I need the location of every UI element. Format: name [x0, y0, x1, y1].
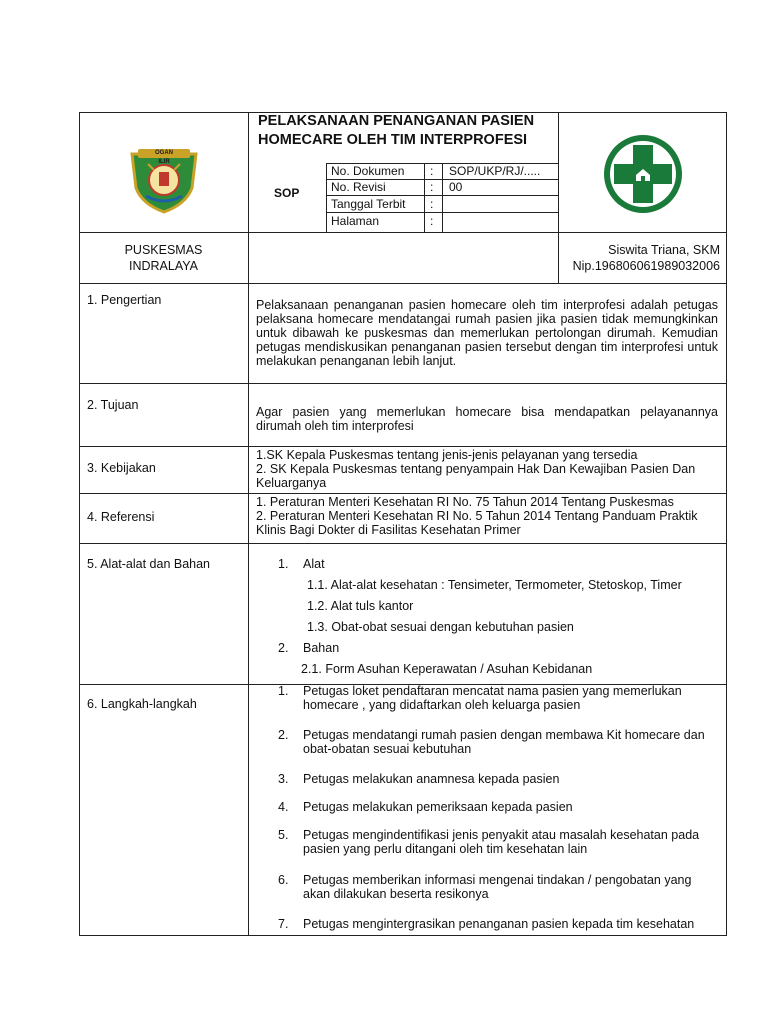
meta-label-revisi: No. Revisi — [331, 180, 386, 194]
section-label-tujuan: 2. Tujuan — [87, 398, 139, 412]
row-sep-4 — [79, 446, 726, 447]
step-number: 3. — [278, 772, 289, 786]
emblem-text: OGAN ILIR — [155, 150, 173, 165]
alat-item: 1.2. Alat tuls kantor — [307, 599, 414, 613]
meta-value-revisi: 00 — [449, 180, 463, 194]
table-border-left — [79, 112, 80, 936]
meta-sep-tanggal: : — [430, 197, 434, 211]
row-sep-1 — [79, 232, 726, 233]
meta-col-1 — [326, 163, 327, 233]
emblem-logo — [126, 140, 202, 214]
alat-number: 1. — [278, 557, 289, 571]
step-number: 4. — [278, 800, 289, 814]
alat-item: 1.3. Obat-obat sesuai dengan kebutuhan pasien — [307, 620, 574, 634]
section-label-alat: 5. Alat-alat dan Bahan — [87, 557, 211, 571]
meta-label-tanggal: Tanggal Terbit — [331, 197, 406, 211]
row-sep-2 — [79, 283, 726, 284]
step-number: 6. — [278, 873, 289, 887]
meta-label-dokumen: No. Dokumen — [331, 164, 405, 178]
row-sep-5 — [79, 493, 726, 494]
meta-sep-halaman: : — [430, 214, 434, 228]
referensi-item-2: 2. Peraturan Menteri Kesehatan RI No. 5 Tahun 2014 Tentang Panduam Praktik Klinis Bagi Dokter di Fasilitas Kesehatan Primer — [256, 509, 698, 537]
meta-value-dokumen: SOP/UKP/RJ/..... — [449, 164, 541, 178]
table-border-bottom — [79, 935, 726, 936]
org-name-line2: INDRALAYA — [128, 259, 198, 273]
section-label-pengertian: 1. Pengertian — [87, 293, 162, 307]
step-text: Petugas memberikan informasi mengenai tindakan / pengobatan yang akan dilakukan beserta resikonya — [303, 873, 692, 901]
sop-label: SOP — [274, 186, 300, 200]
step-text: Petugas mendatangi rumah pasien dengan membawa Kit homecare dan obat-obatan sesuai kebutuhan — [303, 728, 705, 756]
step-text: Petugas melakukan anamnesa kepada pasien — [303, 772, 560, 786]
kebijakan-item-1: 1.SK Kepala Puskesmas tentang jenis-jenis pelayanan yang tersedia — [256, 448, 638, 462]
step-number: 5. — [278, 828, 289, 842]
section-label-langkah: 6. Langkah-langkah — [87, 697, 197, 711]
section-text-tujuan: Agar pasien yang memerlukan homecare bisa mendapatkan pelayanannya dirumah oleh tim interprofesi — [256, 405, 718, 433]
step-text: Petugas mengintergrasikan penanganan pasien kepada tim kesehatan — [303, 917, 695, 931]
org-name-line1: PUSKESMAS — [124, 243, 203, 257]
health-logo — [594, 131, 692, 217]
bahan-item: 2.1. Form Asuhan Keperawatan / Asuhan Kebidanan — [301, 662, 593, 676]
alat-title: Alat — [303, 557, 325, 571]
alat-item: 1.1. Alat-alat kesehatan : Tensimeter, Termometer, Stetoskop, Timer — [307, 578, 682, 592]
section-label-referensi: 4. Referensi — [87, 510, 155, 524]
signer-nip: Nip.196806061989032006 — [572, 259, 720, 273]
signer-name: Siswita Triana, SKM — [608, 243, 720, 257]
body-divider — [248, 283, 249, 935]
table-border-right — [726, 112, 727, 936]
step-text: Petugas mengindentifikasi jenis penyakit atau masalah kesehatan pada pasien yang perlu ditangani oleh tim kesehatan lain — [303, 828, 700, 856]
bahan-number: 2. — [278, 641, 289, 655]
meta-col-2 — [424, 163, 425, 233]
section-label-kebijakan: 3. Kebijakan — [87, 461, 156, 475]
section-text-pengertian: Pelaksanaan penanganan pasien homecare oleh tim interprofesi adalah petugas pelaksana homecare mendatangai rumah pasien jika pasien tidak memungkinkan untuk dibawah ke puskesmas dan memerlukan pertolongan dirumah. Kemudian petugas mendiskusikan penanganan pasien tersebut dengan tim interprofesi untuk melakukan penanganan lebih lanjut. — [256, 298, 718, 368]
meta-sep-dokumen: : — [430, 164, 434, 178]
row-sep-3 — [79, 383, 726, 384]
bahan-title: Bahan — [303, 641, 340, 655]
meta-label-halaman: Halaman — [331, 214, 380, 228]
meta-sep-revisi: : — [430, 180, 434, 194]
meta-col-3 — [442, 163, 443, 233]
row-sep-6 — [79, 543, 726, 544]
health-cross-logo-icon — [594, 131, 692, 217]
step-text: Petugas melakukan pemeriksaan kepada pasien — [303, 800, 573, 814]
document-title: PELAKSANAAN PENANGANAN PASIEN HOMECARE OLEH TIM INTERPROFESI — [258, 113, 535, 148]
kebijakan-item-2: 2. SK Kepala Puskesmas tentang penyampain Hak Dan Kewajiban Pasien Dan Keluarganya — [256, 462, 696, 490]
header-divider-left — [248, 112, 249, 283]
step-number: 7. — [278, 917, 289, 931]
referensi-item-1: 1. Peraturan Menteri Kesehatan RI No. 75 Tahun 2014 Tentang Puskesmas — [256, 495, 674, 509]
step-text: Petugas loket pendaftaran mencatat nama pasien yang memerlukan homecare , yang didaftarkan oleh keluarga pasien — [303, 684, 682, 712]
header-divider-right — [558, 112, 559, 283]
step-number: 1. — [278, 684, 289, 698]
step-number: 2. — [278, 728, 289, 742]
